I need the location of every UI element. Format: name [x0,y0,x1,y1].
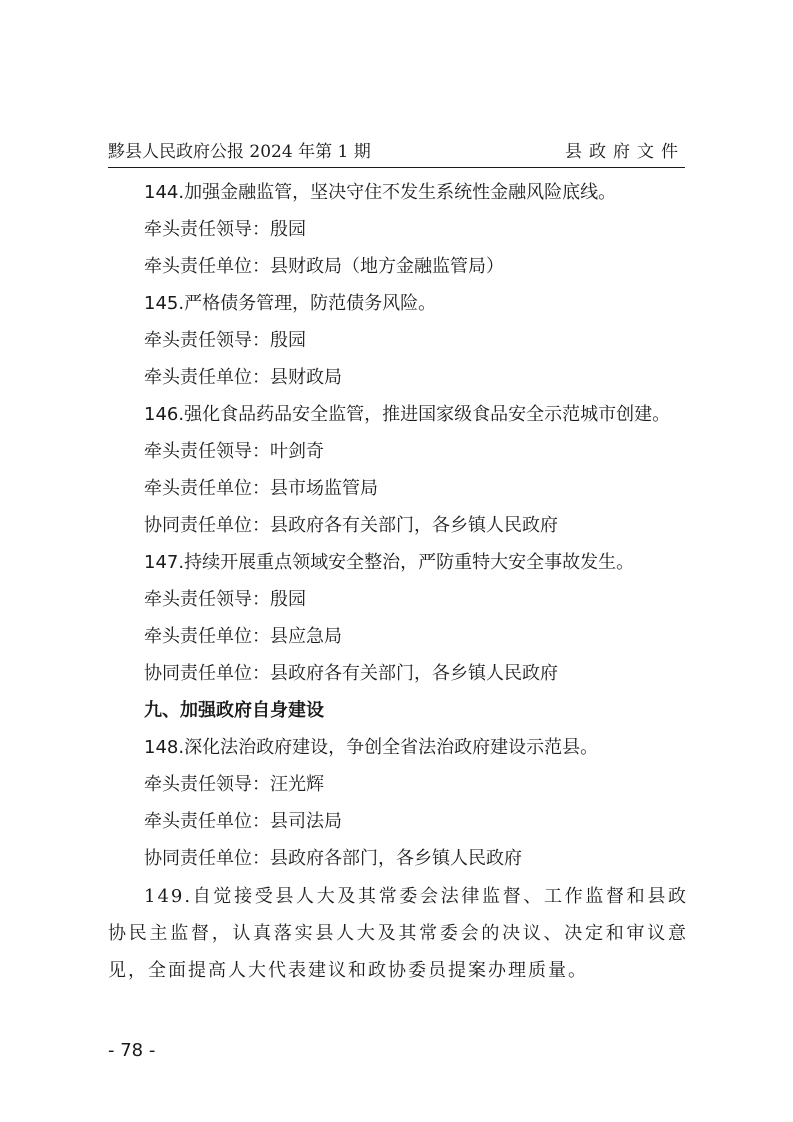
task-list [108,174,688,877]
responsibility-line: 牵头责任领导：殷园 [144,219,306,240]
responsibility-line: 牵头责任单位：县司法局 [144,811,342,832]
responsibility-line: 牵头责任领导：殷园 [144,330,306,351]
responsibility-line: 牵头责任单位：县财政局（地方金融监管局） [144,256,504,277]
page-number: - 78 - [108,1040,156,1061]
document-category: 县政府文件 [565,142,685,162]
item-149-paragraph: 149.自觉接受县人大及其常委会法律监督、工作监督和县政协民主监督，认真落实县人大及其常委会的决议、决定和审议意见，全面提高人大代表建议和政协委员提案办理质量。 [108,886,688,981]
document-body [108,174,688,989]
responsibility-line: 协同责任单位：县政府各部门，各乡镇人民政府 [144,848,522,869]
section-heading: 九、加强政府自身建设 [144,700,324,721]
responsibility-line: 协同责任单位：县政府各有关部门，各乡镇人民政府 [144,663,558,684]
responsibility-line: 协同责任单位：县政府各有关部门，各乡镇人民政府 [144,515,558,536]
page-header [108,139,685,168]
responsibility-line: 牵头责任领导：汪光辉 [144,774,324,795]
task-item: 144.加强金融监管，坚决守住不发生系统性金融风险底线。 [144,182,617,203]
bulletin-title: 黟县人民政府公报 2024 年第 1 期 [108,142,371,162]
responsibility-line: 牵头责任领导：叶剑奇 [144,441,324,462]
task-item: 147.持续开展重点领域安全整治，严防重特大安全事故发生。 [144,552,635,573]
task-item: 146.强化食品药品安全监管，推进国家级食品安全示范城市创建。 [144,404,671,425]
responsibility-line: 牵头责任单位：县应急局 [144,626,342,647]
responsibility-line: 牵头责任单位：县财政局 [144,367,342,388]
task-item: 145.严格债务管理，防范债务风险。 [144,293,437,314]
responsibility-line: 牵头责任单位：县市场监管局 [144,478,378,499]
task-item: 148.深化法治政府建设，争创全省法治政府建设示范县。 [144,737,599,758]
responsibility-line: 牵头责任领导：殷园 [144,589,306,610]
